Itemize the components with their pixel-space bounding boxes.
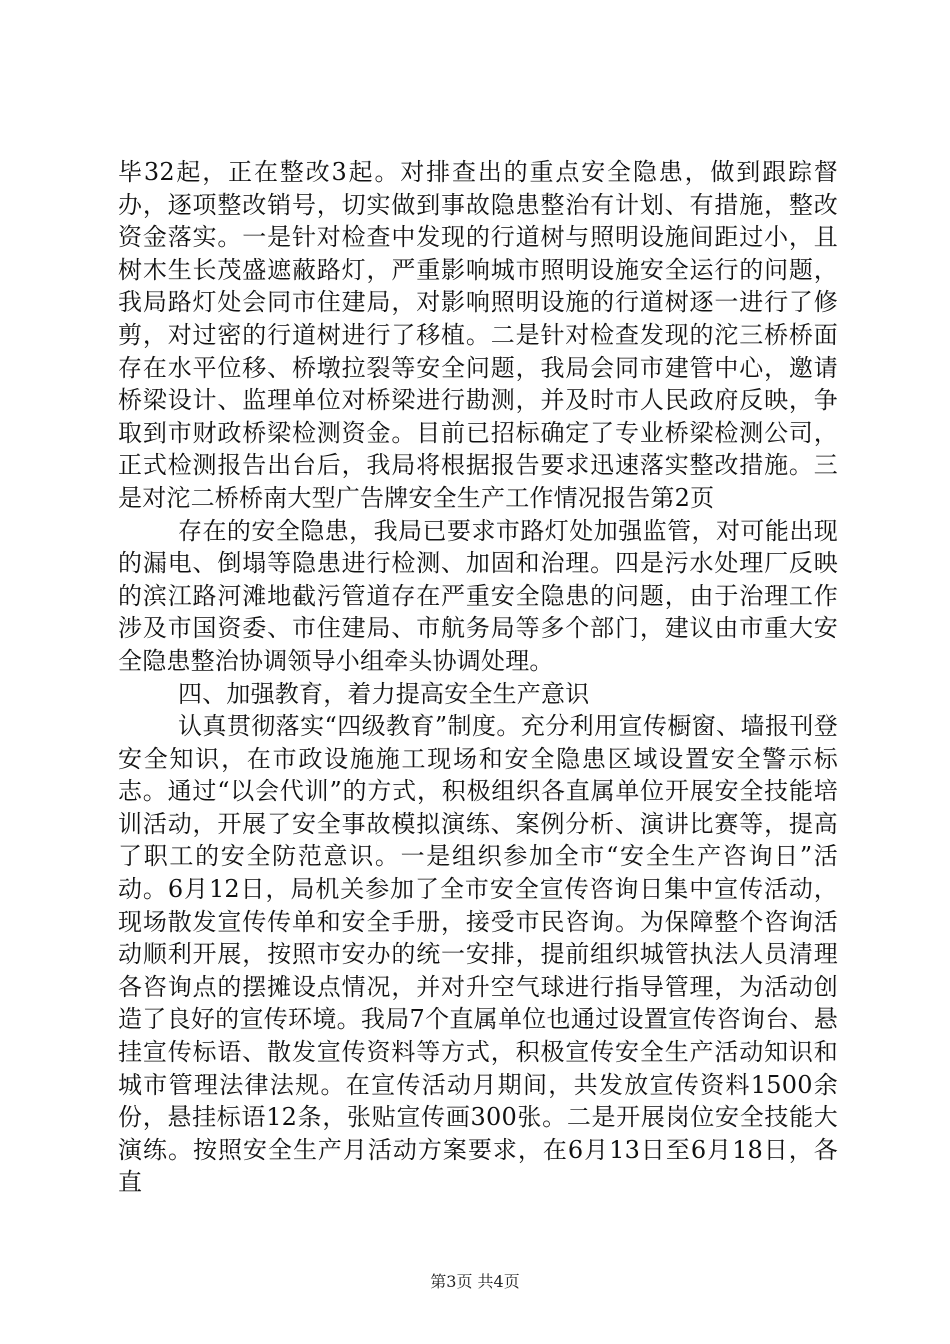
document-body xyxy=(118,156,838,1199)
body-paragraph: 毕32起，正在整改3起。对排查出的重点安全隐患，做到跟踪督办，逐项整改销号，切实做到事故隐患整治有计划、有措施，整改资金落实。一是针对检查中发现的行道树与照明设施间距过小，且树木生长茂盛遮蔽路灯，严重影响城市照明设施安全运行的问题，我局路灯处会同市住建局，对影响照明设施的行道树逐一进行了修剪，对过密的行道树进行了移植。二是针对检查发现的沱三桥桥面存在水平位移、桥墩拉裂等安全问题，我局会同市建管中心，邀请桥梁设计、监理单位对桥梁进行勘测，并及时市人民政府反映，争取到市财政桥梁检测资金。目前已招标确定了专业桥梁检测公司，正式检测报告出台后，我局将根据报告要求迅速落实整改措施。三是对沱二桥桥南大型广告牌安全生产工作情况报告第2页 xyxy=(118,158,838,512)
body-paragraph: 存在的安全隐患，我局已要求市路灯处加强监管，对可能出现的漏电、倒塌等隐患进行检测、加固和治理。四是污水处理厂反映的滨江路河滩地截污管道存在严重安全隐患的问题，由于治理工作涉及市国资委、市住建局、市航务局等多个部门，建议由市重大安全隐患整治协调领导小组牵头协调处理。 xyxy=(118,516,838,675)
section-heading: 四、加强教育，着力提高安全生产意识 xyxy=(178,679,590,708)
body-paragraph: 认真贯彻落实“四级教育”制度。充分利用宣传橱窗、墙报刊登安全知识，在市政设施施工现场和安全隐患区域设置安全警示标志。通过“以会代训”的方式，积极组织各直属单位开展安全技能培训活动，开展了安全事故模拟演练、案例分析、演讲比赛等，提高了职工的安全防范意识。一是组织参加全市“安全生产咨询日”活动。6月12日，局机关参加了全市安全宣传咨询日集中宣传活动，现场散发宣传传单和安全手册，接受市民咨询。为保障整个咨询活动顺利开展，按照市安办的统一安排，提前组织城管执法人员清理各咨询点的摆摊设点情况，并对升空气球进行指导管理，为活动创造了良好的宣传环境。我局7个直属单位也通过设置宣传咨询台、悬挂宣传标语、散发宣传资料等方式，积极宣传安全生产活动知识和城市管理法律法规。在宣传活动月期间，共发放宣传资料1500余份，悬挂标语12条，张贴宣传画300张。二是开展岗位安全技能大演练。按照安全生产月活动方案要求，在6月13日至6月18日，各直 xyxy=(118,712,838,1197)
page-footer: 第3页 共4页 xyxy=(430,1272,520,1291)
